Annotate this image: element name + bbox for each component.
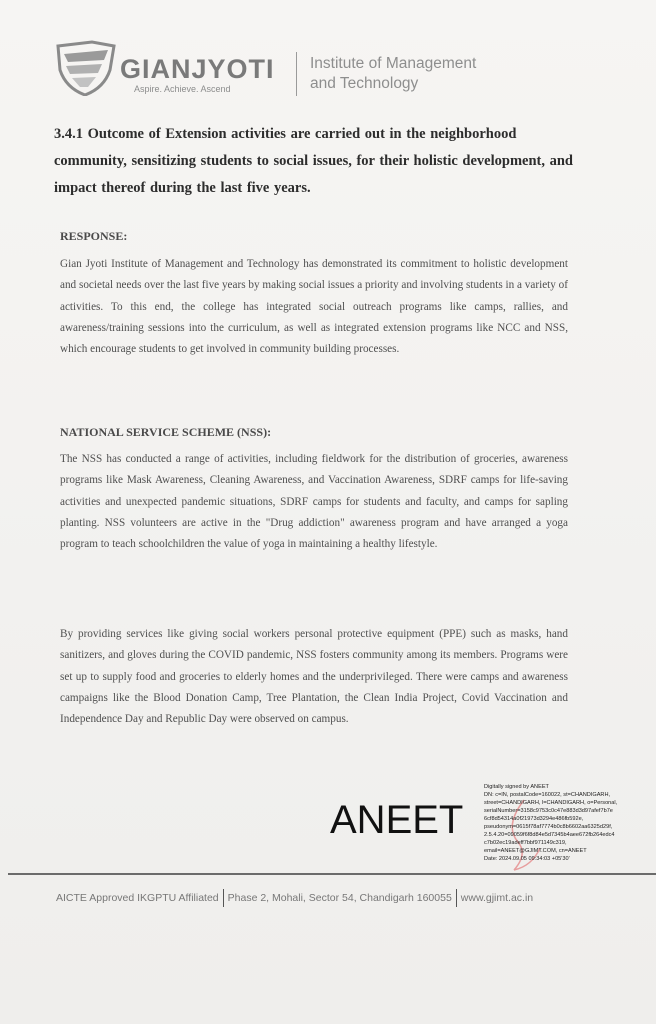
- signature-detail-line: pseudonym=0615f78af7774b0c8b6602aa6325d29f,: [484, 824, 613, 830]
- signature-detail-line: email=ANEET@GJIMT.COM, cn=ANEET: [484, 848, 587, 854]
- signature-detail-line: 6cf8d54314a0f21973d3294e486fb592e,: [484, 816, 584, 822]
- logo-tagline: Aspire. Achieve. Ascend: [134, 84, 231, 94]
- signer-name: ANEET: [330, 798, 464, 842]
- nss-paragraph-2: By providing services like giving social workers personal protective equipment (PPE) such as masks, hand sanitizers, and gloves during the COVID pandemic, NSS fosters community among its members. Programs were set up to supply food and groceries to elderly homes and the underprivileged. There were camps and awareness campaigns like the Blood Donation Camp, Tree Plantation, the Clean India Project, Covid Vaccination and Independence Day and Republic Day were observed on campus.: [60, 628, 568, 726]
- footer-rule: [8, 873, 656, 875]
- signature-detail-line: c7b02ec19adeff7bbf971149c319,: [484, 840, 567, 846]
- nss-paragraph-1: The NSS has conducted a range of activities, including fieldwork for the distribution of groceries, awareness programs like Mask Awareness, Cleaning Awareness, and Vaccination Awareness, SDRF camps for life-saving activities and unexpected pandemic situations, SDRF camps for students and faculty, and camps for sapling planting. NSS volunteers are active in the "Drug addiction" awareness program and have arranged a yoga program to teach schoolchildren the value of yoga in maintaining a healthy lifestyle.: [60, 453, 568, 551]
- nss-title: NATIONAL SERVICE SCHEME (NSS):: [60, 425, 272, 439]
- signature-detail-line: DN: c=IN, postalCode=160022, st=CHANDIGARH,: [484, 792, 611, 798]
- footer: [56, 888, 616, 908]
- footer-address: Phase 2, Mohali, Sector 54, Chandigarh 160055: [227, 892, 452, 904]
- logo-wordmark: GIANJYOTI: [120, 54, 275, 84]
- digital-signature-details: [484, 783, 644, 863]
- response-paragraph: Gian Jyoti Institute of Management and Technology has demonstrated its commitment to holistic development and societal needs over the last five years by making social issues a priority and involving students in a variety of activities. To this end, the college has integrated social outreach programs like camps, rallies, and awareness/training sessions into the curriculum, as well as integrated extension programs like NCC and NSS, which encourage students to get involved in community building processes.: [60, 258, 568, 356]
- criterion-heading: 3.4.1 Outcome of Extension activities are carried out in the neighborhood community, sensitizing students to social issues, for their holistic development, and impact thereof during the last five years.: [54, 126, 574, 196]
- letterhead: [52, 40, 612, 102]
- signature-detail-line: 2.5.4.20=09059f6f8d84e5d7345b4aee672fb264edc4: [484, 832, 615, 838]
- header-divider: [296, 52, 297, 96]
- signature-detail-line: street=CHANDIGARH, l=CHANDIGARH, o=Personal,: [484, 800, 618, 806]
- footer-website[interactable]: www.gjimt.ac.in: [460, 892, 534, 904]
- footer-divider: [223, 889, 224, 907]
- institute-name: [310, 54, 476, 94]
- footer-divider: [456, 889, 457, 907]
- response-title: RESPONSE:: [60, 229, 128, 243]
- signature-detail-line: serialNumber=3158c9753c0c47e883d3d97afef7b7e: [484, 808, 613, 814]
- shield-logo-icon: [52, 40, 118, 96]
- footer-affiliation: AICTE Approved IKGPTU Affiliated: [56, 892, 219, 904]
- institute-name-line1: Institute of Management: [310, 55, 477, 72]
- signature-detail-line: Digitally signed by ANEET: [484, 784, 549, 790]
- signature-detail-line: Date: 2024.09.05 09:34:03 +05'30': [484, 856, 570, 862]
- institute-name-line2: and Technology: [310, 75, 419, 92]
